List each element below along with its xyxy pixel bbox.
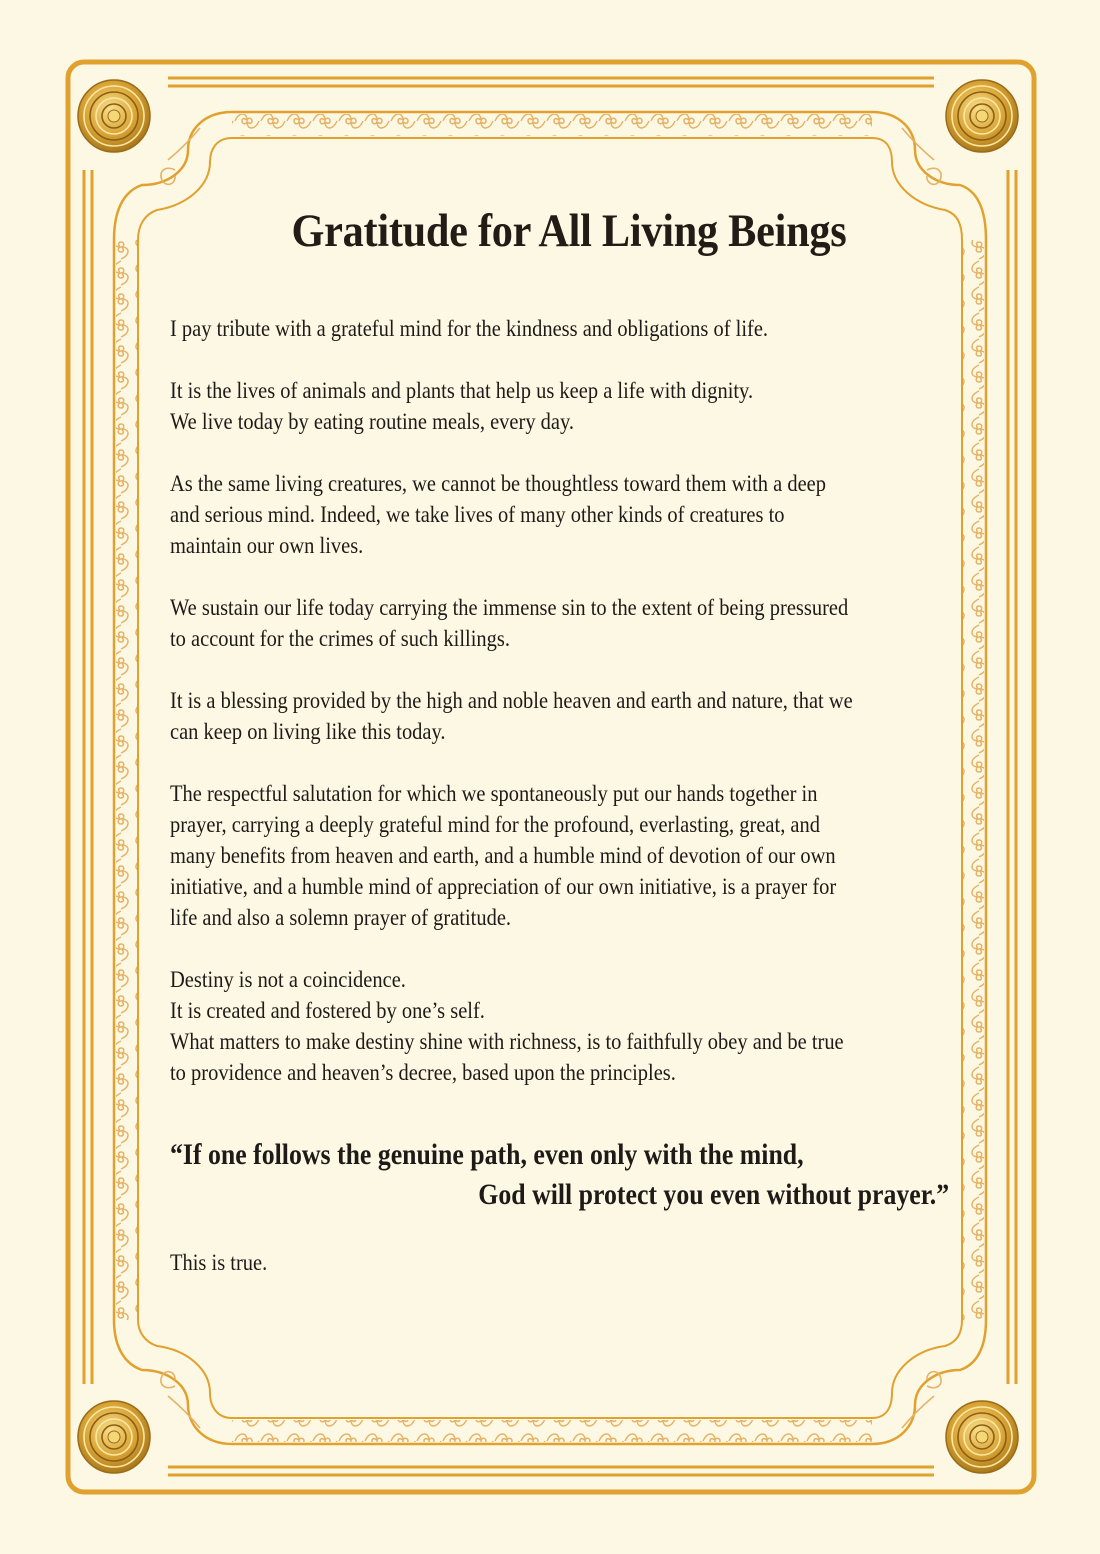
text-line: many benefits from heaven and earth, and a humble mind of devotion of our own <box>170 843 836 868</box>
paragraph-7 <box>170 964 953 1088</box>
text-line: It is a blessing provided by the high and noble heaven and earth and nature, that we <box>170 688 853 713</box>
closing-quote <box>170 1135 949 1215</box>
paragraph-3 <box>170 468 953 561</box>
document-body <box>170 313 953 1088</box>
paragraph-1 <box>170 313 953 344</box>
text-line: maintain our own lives. <box>170 533 364 558</box>
paragraph-5 <box>170 685 953 747</box>
paragraph-6 <box>170 778 953 933</box>
text-line: prayer, carrying a deeply grateful mind for the profound, everlasting, great, and <box>170 812 820 837</box>
text-line: to account for the crimes of such killings. <box>170 626 510 651</box>
text-line: We live today by eating routine meals, every day. <box>170 409 575 434</box>
document-title: Gratitude for All Living Beings <box>291 205 847 257</box>
text-line: initiative, and a humble mind of appreciation of our own initiative, is a prayer for <box>170 874 837 899</box>
medallion-top-left <box>78 80 150 152</box>
text-line: We sustain our life today carrying the immense sin to the extent of being pressured <box>170 595 849 620</box>
text-line: Destiny is not a coincidence. <box>170 967 406 992</box>
text-line: As the same living creatures, we cannot be thoughtless toward them with a deep <box>170 471 826 496</box>
text-line: I pay tribute with a grateful mind for the kindness and obligations of life. <box>170 316 769 341</box>
text-line: and serious mind. Indeed, we take lives of many other kinds of creatures to <box>170 502 785 527</box>
text-line: It is created and fostered by one’s self. <box>170 998 485 1023</box>
closing-statement: This is true. <box>170 1250 268 1275</box>
text-line: to providence and heaven’s decree, based upon the principles. <box>170 1060 676 1085</box>
medallion-bottom-left <box>78 1401 150 1473</box>
quote-line-2: God will protect you even without prayer.” <box>478 1178 950 1211</box>
text-line: What matters to make destiny shine with richness, is to faithfully obey and be true <box>170 1029 844 1054</box>
text-line: The respectful salutation for which we spontaneously put our hands together in <box>170 781 818 806</box>
paragraph-4 <box>170 592 953 654</box>
medallion-top-right <box>946 80 1018 152</box>
text-line: life and also a solemn prayer of gratitude. <box>170 905 512 930</box>
text-line: can keep on living like this today. <box>170 719 446 744</box>
document-content <box>170 190 960 1278</box>
quote-line-1: “If one follows the genuine path, even only with the mind, <box>170 1138 804 1171</box>
text-line: It is the lives of animals and plants that help us keep a life with dignity. <box>170 378 754 403</box>
paragraph-2 <box>170 375 953 437</box>
medallion-bottom-right <box>946 1401 1018 1473</box>
